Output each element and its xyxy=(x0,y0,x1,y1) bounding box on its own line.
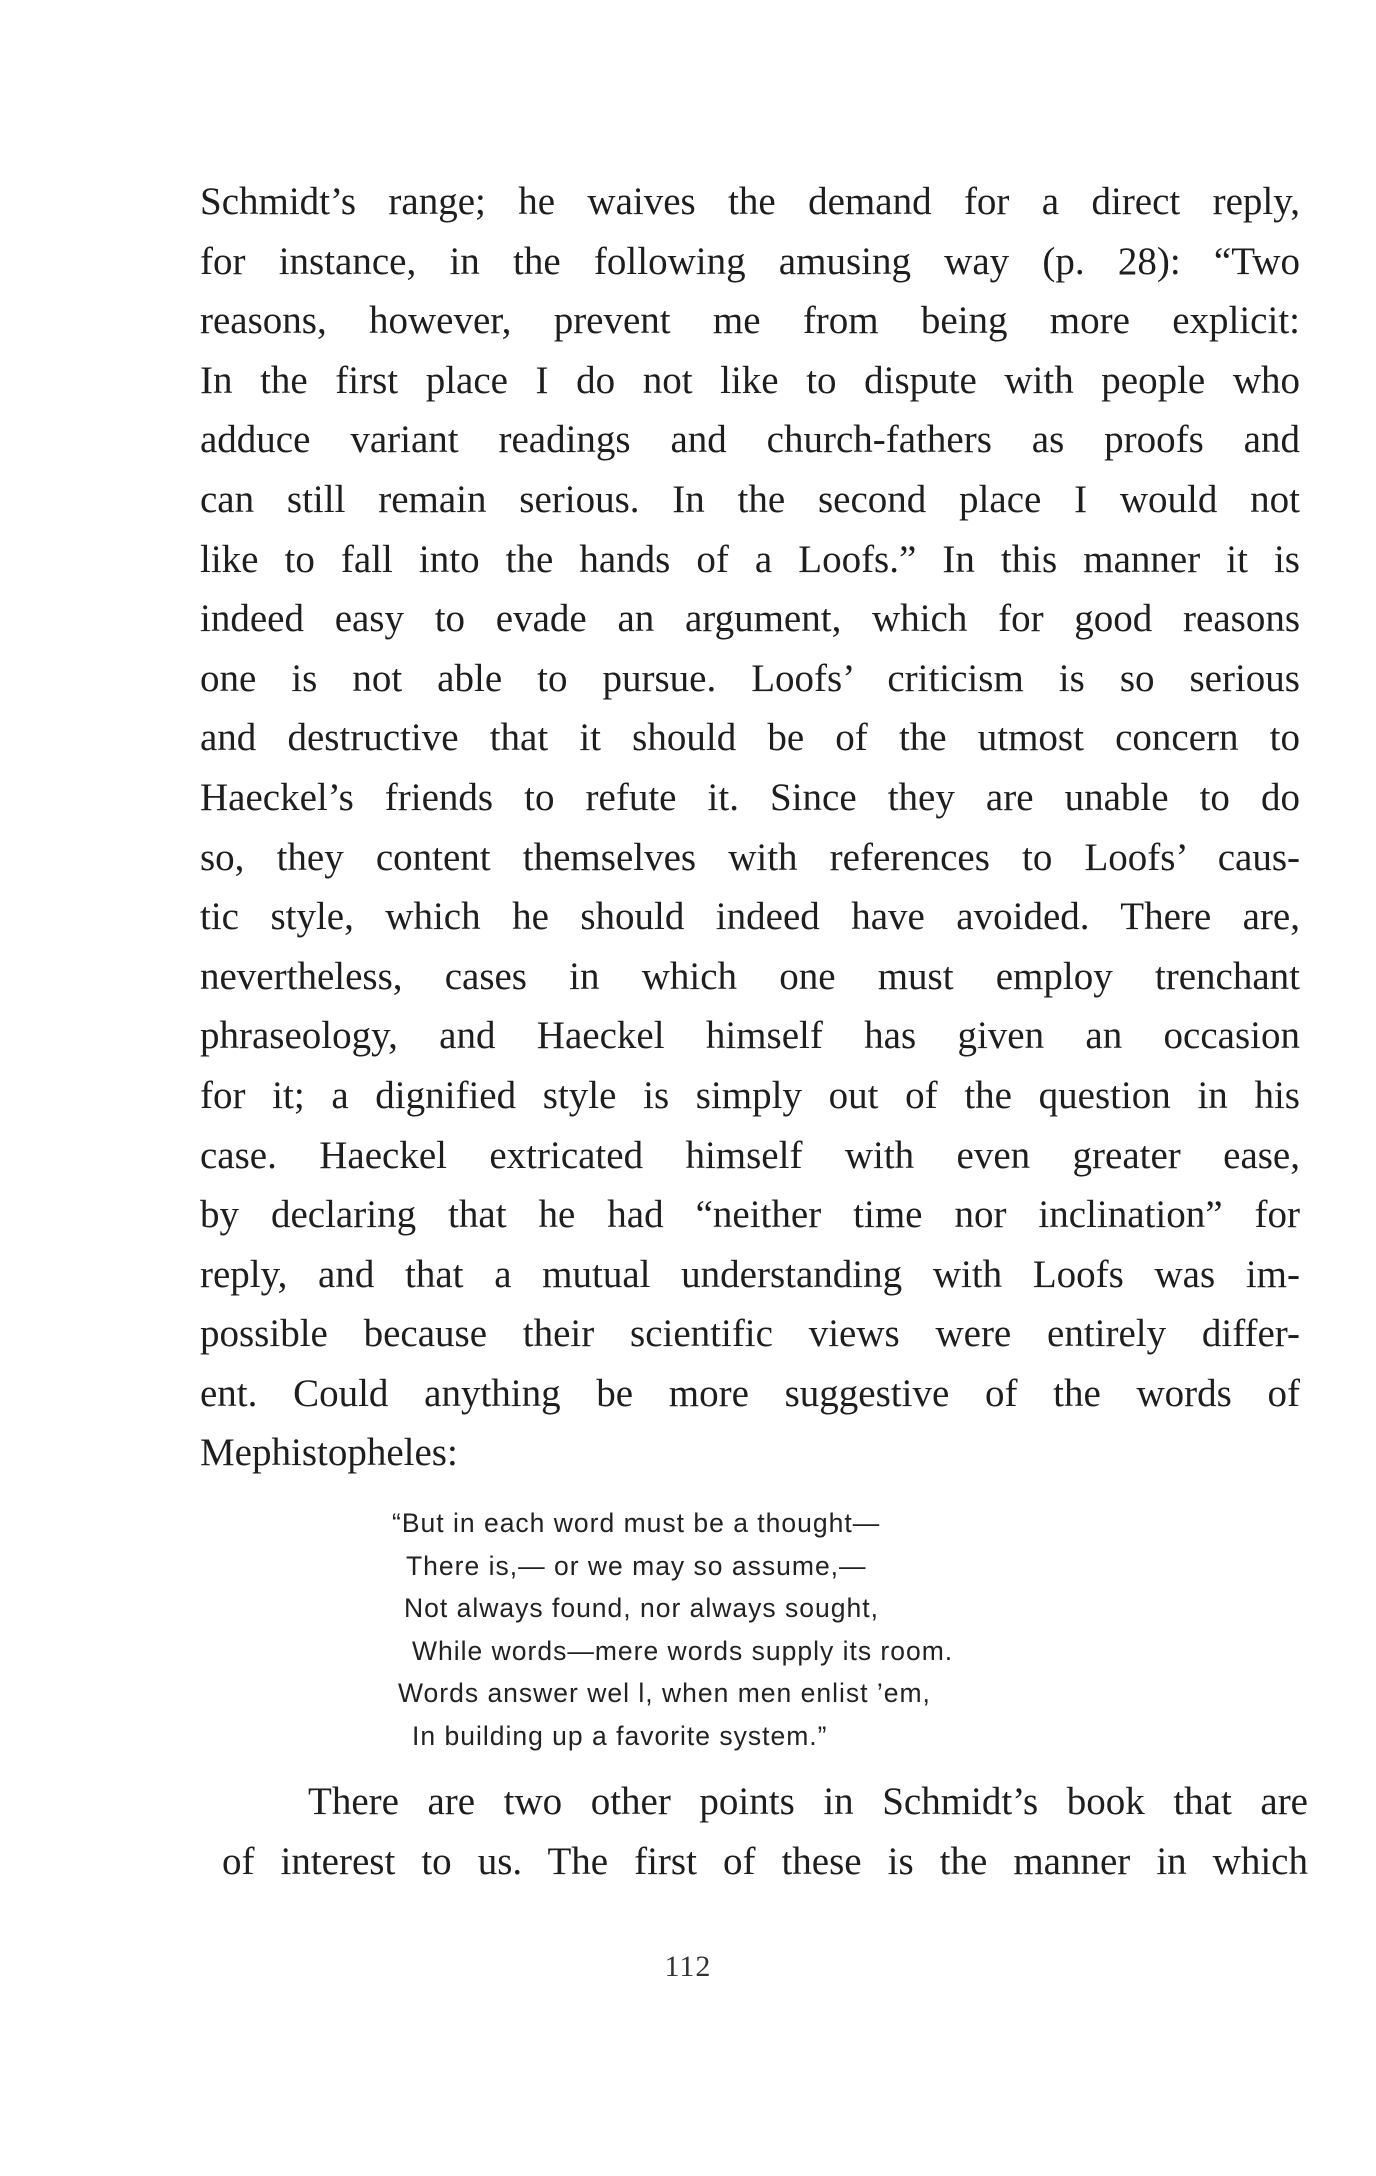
page-number: 112 xyxy=(664,1950,712,1983)
text-line: There are two other points in Schmidt’s book that are xyxy=(308,1780,1308,1823)
text-line: Mephistopheles: xyxy=(200,1431,458,1475)
text-line: and destructive that it should be of the utmost concern to xyxy=(200,716,1300,760)
text-line: reasons, however, prevent me from being more explicit: xyxy=(200,299,1300,343)
text-line: reply, and that a mutual understanding with Loofs was im- xyxy=(200,1252,1300,1296)
poem-line: There is,— or we may so assume,— xyxy=(406,1550,867,1581)
text-line: Haeckel’s friends to refute it. Since they are unable to do xyxy=(200,775,1300,819)
text-line: by declaring that he had “neither time nor inclination” for xyxy=(200,1193,1300,1237)
poem-line: In building up a favorite system.” xyxy=(412,1720,828,1751)
poem-line: “But in each word must be a thought— xyxy=(392,1508,881,1538)
text-line: case. Haeckel extricated himself with even greater ease, xyxy=(200,1133,1300,1177)
text-line: phraseology, and Haeckel himself has given an occasion xyxy=(200,1014,1300,1058)
text-line: adduce variant readings and church-fathers as proofs and xyxy=(200,418,1300,462)
text-line: so, they content themselves with references to Loofs’ caus- xyxy=(200,835,1300,879)
text-line: for it; a dignified style is simply out of the question in his xyxy=(200,1073,1300,1117)
poem-line: Words answer wel l, when men enlist ’em, xyxy=(398,1678,931,1708)
poem-line: Not always found, nor always sought, xyxy=(404,1593,879,1623)
text-line: tic style, which he should indeed have avoided. There are, xyxy=(200,895,1300,939)
text-line: indeed easy to evade an argument, which for good reasons xyxy=(200,597,1300,641)
text-line: like to fall into the hands of a Loofs.” In this manner it is xyxy=(200,537,1300,581)
text-line: possible because their scientific views were entirely differ- xyxy=(200,1312,1300,1356)
text-line: nevertheless, cases in which one must employ trenchant xyxy=(200,954,1300,998)
text-line: Schmidt’s range; he waives the demand for a direct reply, xyxy=(200,180,1300,223)
poem-quotation xyxy=(392,1502,1112,1757)
paragraph-next-lines xyxy=(222,1772,1308,1891)
text-line: In the first place I do not like to dispute with people who xyxy=(200,358,1300,402)
paragraph-main xyxy=(200,172,1300,1483)
text-line: of interest to us. The first of these is the manner in which xyxy=(222,1839,1308,1883)
text-line: ent. Could anything be more suggestive of the words of xyxy=(200,1371,1300,1415)
text-line: can still remain serious. In the second place I would not xyxy=(200,477,1300,521)
text-line: one is not able to pursue. Loofs’ criticism is so serious xyxy=(200,656,1300,700)
text-line: for instance, in the following amusing way (p. 28): “Two xyxy=(200,239,1300,283)
poem-line: While words—mere words supply its room. xyxy=(412,1635,954,1666)
